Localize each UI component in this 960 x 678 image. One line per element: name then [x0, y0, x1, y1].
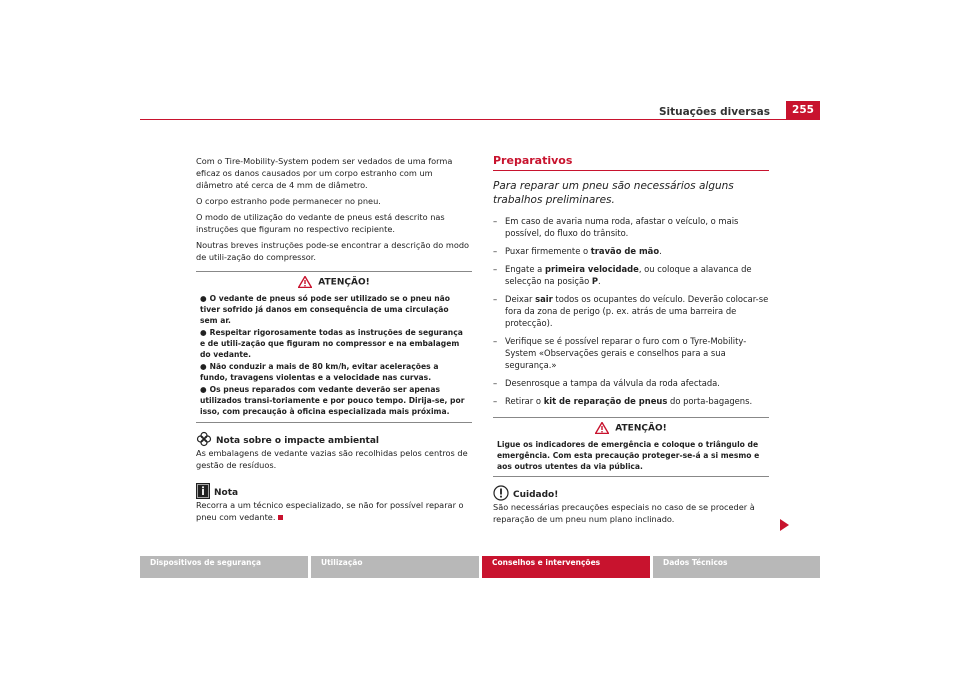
header-rule [140, 119, 820, 120]
step-text-part: Retirar o [505, 396, 544, 406]
step-text [505, 395, 752, 407]
paragraph: Noutras breves instruções pode-se encontrar a descrição do modo de utili-zação do compressor. [196, 240, 470, 262]
warning-item-text: Os pneus reparados com vedante deverão ser apenas utilizados transi-toriamente e por pouco tempo. Dirija-se, por isso, com precaução à oficina especializada mais próxima. [200, 384, 465, 416]
note-info-icon [196, 483, 210, 499]
environment-note-text: As embalagens de vedante vazias são recolhidas pelos centros de gestão de resíduos. [196, 447, 468, 470]
paragraph: O corpo estranho pode permanecer no pneu. [196, 196, 381, 206]
step-text-part: . [598, 276, 601, 286]
caution-text: São necessárias precauções especiais no caso de se proceder à reparação de um pneu num plano inclinado. [493, 501, 755, 524]
step-text-bold: sair [535, 294, 553, 304]
footer-tab-safety[interactable]: Dispositivos de segurança [140, 556, 308, 578]
step-text-part: , ou coloque a alavanca de selecção na posição [505, 264, 752, 286]
warning-text: Ligue os indicadores de emergência e coloque o triângulo de emergência. Com esta precaução proteger-se-á a si mesmo e aos outros utentes da via pública. [497, 439, 760, 471]
warning-item-text: O vedante de pneus só pode ser utilizado se o pneu não tiver sofrido já danos em consequência de uma circulação sem ar. [200, 293, 450, 325]
warning-title: ATENÇÃO! [615, 423, 667, 434]
step-text-bold: primeira velocidade [544, 264, 639, 274]
step-text [505, 293, 769, 329]
step-item [493, 335, 769, 371]
paragraph: O modo de utilização do vedante de pneus está descrito nas instruções que figuram no respectivo recipiente. [196, 212, 445, 234]
dash-icon: – [493, 396, 498, 406]
step-item [493, 263, 769, 287]
section-title: Preparativos [493, 155, 769, 171]
step-text [505, 215, 769, 239]
bullet-icon: ● [200, 327, 207, 337]
section-intro: Para reparar um pneu são necessários alguns trabalhos preliminares. [493, 180, 734, 206]
caution-heading [493, 485, 769, 501]
step-text-part: Deixar [505, 294, 536, 304]
bullet-icon: ● [200, 361, 207, 371]
warning-triangle-icon [595, 422, 609, 434]
warning-item [200, 327, 468, 360]
running-header-title: Situações diversas [658, 106, 770, 118]
dash-icon: – [493, 264, 498, 274]
step-item [493, 215, 769, 239]
environment-note-heading [196, 431, 472, 447]
note-text [196, 499, 472, 523]
step-text-part: Desenrosque a tampa da válvula da roda afectada. [505, 378, 720, 388]
step-item [493, 395, 769, 407]
footer-tab-advice[interactable]: Conselhos e intervenções [482, 556, 650, 578]
step-text-part: Engate a [505, 264, 545, 274]
dash-icon: – [493, 294, 498, 304]
bullet-icon: ● [200, 384, 207, 394]
warning-item-text: Não conduzir a mais de 80 km/h, evitar acelerações a fundo, travagens violentas e a velocidade nas curvas. [200, 361, 439, 382]
warning-item [200, 361, 468, 383]
step-text-bold: kit de reparação de pneus [543, 396, 668, 406]
warning-item [200, 293, 468, 326]
caution-title: Cuidado! [513, 489, 559, 500]
step-text [505, 263, 769, 287]
caution-exclamation-icon [493, 485, 509, 501]
note-text-content: Recorra a um técnico especializado, se não for possível reparar o pneu com vedante. [196, 499, 464, 522]
step-text-part: do porta-bagagens. [667, 396, 753, 406]
right-column [493, 155, 769, 529]
footer-tab-usage[interactable]: Utilização [311, 556, 479, 578]
warning-box [493, 417, 769, 477]
dash-icon: – [493, 378, 498, 388]
warning-triangle-icon [298, 276, 312, 288]
step-text-part: Em caso de avaria numa roda, afastar o veículo, o mais possível, do fluxo do trânsito. [505, 216, 739, 238]
step-text [505, 245, 662, 257]
continue-arrow-icon [780, 519, 789, 531]
warning-item [200, 384, 468, 417]
dash-icon: – [493, 336, 498, 346]
note-title: Nota [214, 487, 239, 498]
step-text-part: . [659, 246, 662, 256]
end-marker-icon [278, 515, 283, 520]
step-text-bold: P [591, 276, 599, 286]
step-text-bold: travão de mão [590, 246, 660, 256]
page-number: 255 [786, 101, 820, 119]
step-item [493, 245, 769, 257]
environment-note-title: Nota sobre o impacte ambiental [216, 435, 380, 446]
note-heading [196, 483, 472, 499]
footer-tab-technical[interactable]: Dados Técnicos [653, 556, 820, 578]
warning-item-text: Respeitar rigorosamente todas as instruções de segurança e de utili-zação que figuram no compressor e na embalagem do vedante. [200, 327, 463, 359]
bullet-icon: ● [200, 293, 207, 303]
dash-icon: – [493, 216, 498, 226]
step-text-part: todos os ocupantes do veículo. Deverão colocar-se fora da zona de perigo (p. ex. atrás de uma barreira de protecção). [505, 294, 769, 328]
dash-icon: – [493, 246, 498, 256]
left-column [196, 155, 472, 527]
step-item [493, 377, 769, 389]
warning-heading [200, 276, 468, 289]
step-text-part: Verifique se é possível reparar o furo com o Tyre-Mobility-System «Observações gerais e conselhos para a sua segurança.» [505, 336, 747, 370]
warning-title: ATENÇÃO! [318, 277, 370, 288]
step-text [505, 335, 769, 371]
warning-heading [497, 422, 765, 435]
warning-box [196, 271, 472, 423]
paragraph: Com o Tire-Mobility-System podem ser vedados de uma forma eficaz os danos causados por um corpo estranho com um diâmetro até cerca de 4 mm de diâmetro. [196, 156, 453, 190]
flower-environment-icon [196, 431, 212, 447]
step-text [505, 377, 720, 389]
step-item [493, 293, 769, 329]
step-text-part: Puxar firmemente o [505, 246, 591, 256]
